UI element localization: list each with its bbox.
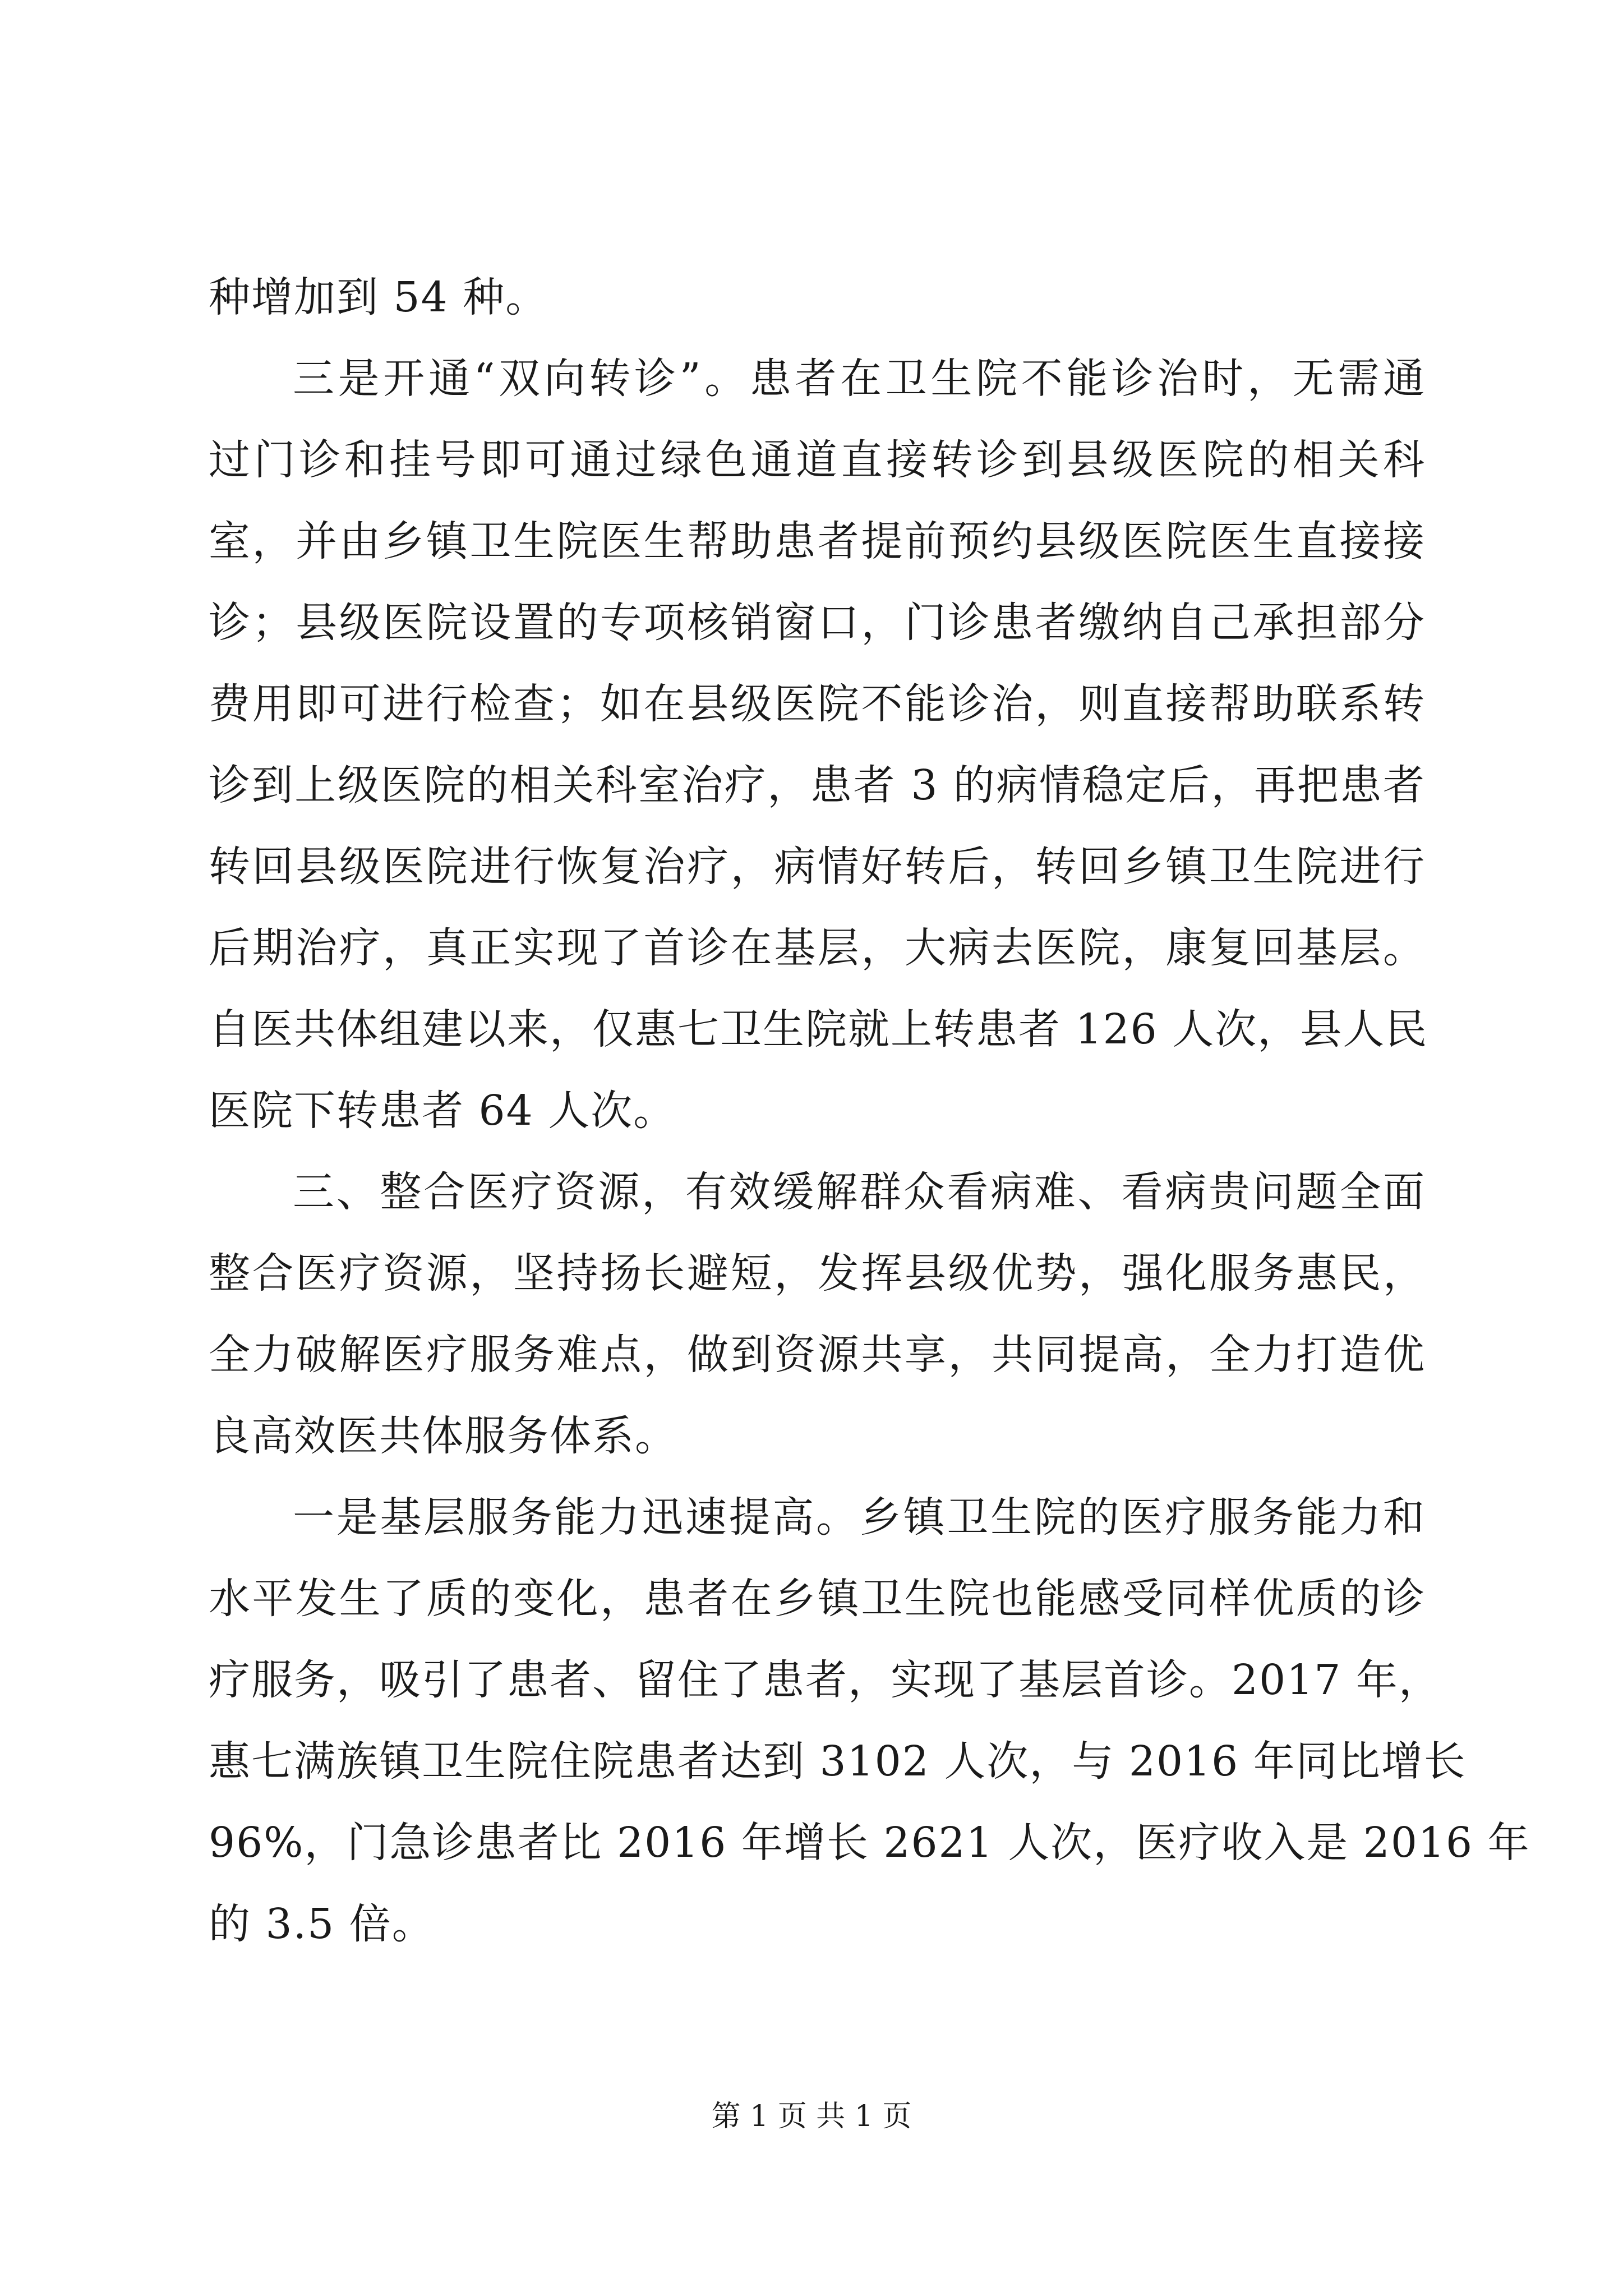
text-line: 疗服务，吸引了患者、留住了患者，实现了基层首诊。2017 年， [209, 1656, 1441, 1704]
text-line: 水平发生了质的变化，患者在乡镇卫生院也能感受同样优质的诊 [209, 1575, 1426, 1623]
text-line: 三是开通“双向转诊”。患者在卫生院不能诊治时，无需通 [293, 355, 1426, 403]
text-line: 良高效医共体服务体系。 [209, 1412, 677, 1460]
text-line: 费用即可进行检查；如在县级医院不能诊治，则直接帮助联系转 [209, 680, 1426, 728]
text-line: 自医共体组建以来，仅惠七卫生院就上转患者 126 人次，县人民 [209, 1005, 1428, 1053]
text-line: 室，并由乡镇卫生院医生帮助患者提前预约县级医院医生直接接 [209, 517, 1426, 565]
text-line: 整合医疗资源，坚持扬长避短，发挥县级优势，强化服务惠民， [209, 1249, 1426, 1297]
text-line: 诊到上级医院的相关科室治疗，患者 3 的病情稳定后，再把患者 [209, 761, 1426, 809]
text-line: 种增加到 54 种。 [209, 273, 548, 321]
page-footer: 第 1 页 共 1 页 [711, 2100, 912, 2133]
text-line: 的 3.5 倍。 [209, 1900, 435, 1948]
text-line: 后期治疗，真正实现了首诊在基层，大病去医院，康复回基层。 [209, 924, 1426, 972]
text-line: 过门诊和挂号即可通过绿色通道直接转诊到县级医院的相关科 [209, 436, 1426, 484]
text-line: 一是基层服务能力迅速提高。乡镇卫生院的医疗服务能力和 [293, 1493, 1426, 1542]
text-line: 三、整合医疗资源，有效缓解群众看病难、看病贵问题全面 [293, 1168, 1426, 1216]
document-body [209, 257, 1530, 1965]
text-line: 96%，门急诊患者比 2016 年增长 2621 人次，医疗收入是 2016 年 [209, 1819, 1530, 1867]
text-line: 全力破解医疗服务难点，做到资源共享，共同提高，全力打造优 [209, 1331, 1426, 1379]
text-line: 转回县级医院进行恢复治疗，病情好转后，转回乡镇卫生院进行 [209, 843, 1426, 891]
text-line: 惠七满族镇卫生院住院患者达到 3102 人次，与 2016 年同比增长 [209, 1737, 1467, 1786]
text-line: 诊；县级医院设置的专项核销窗口，门诊患者缴纳自己承担部分 [209, 599, 1426, 647]
text-line: 医院下转患者 64 人次。 [209, 1087, 676, 1135]
